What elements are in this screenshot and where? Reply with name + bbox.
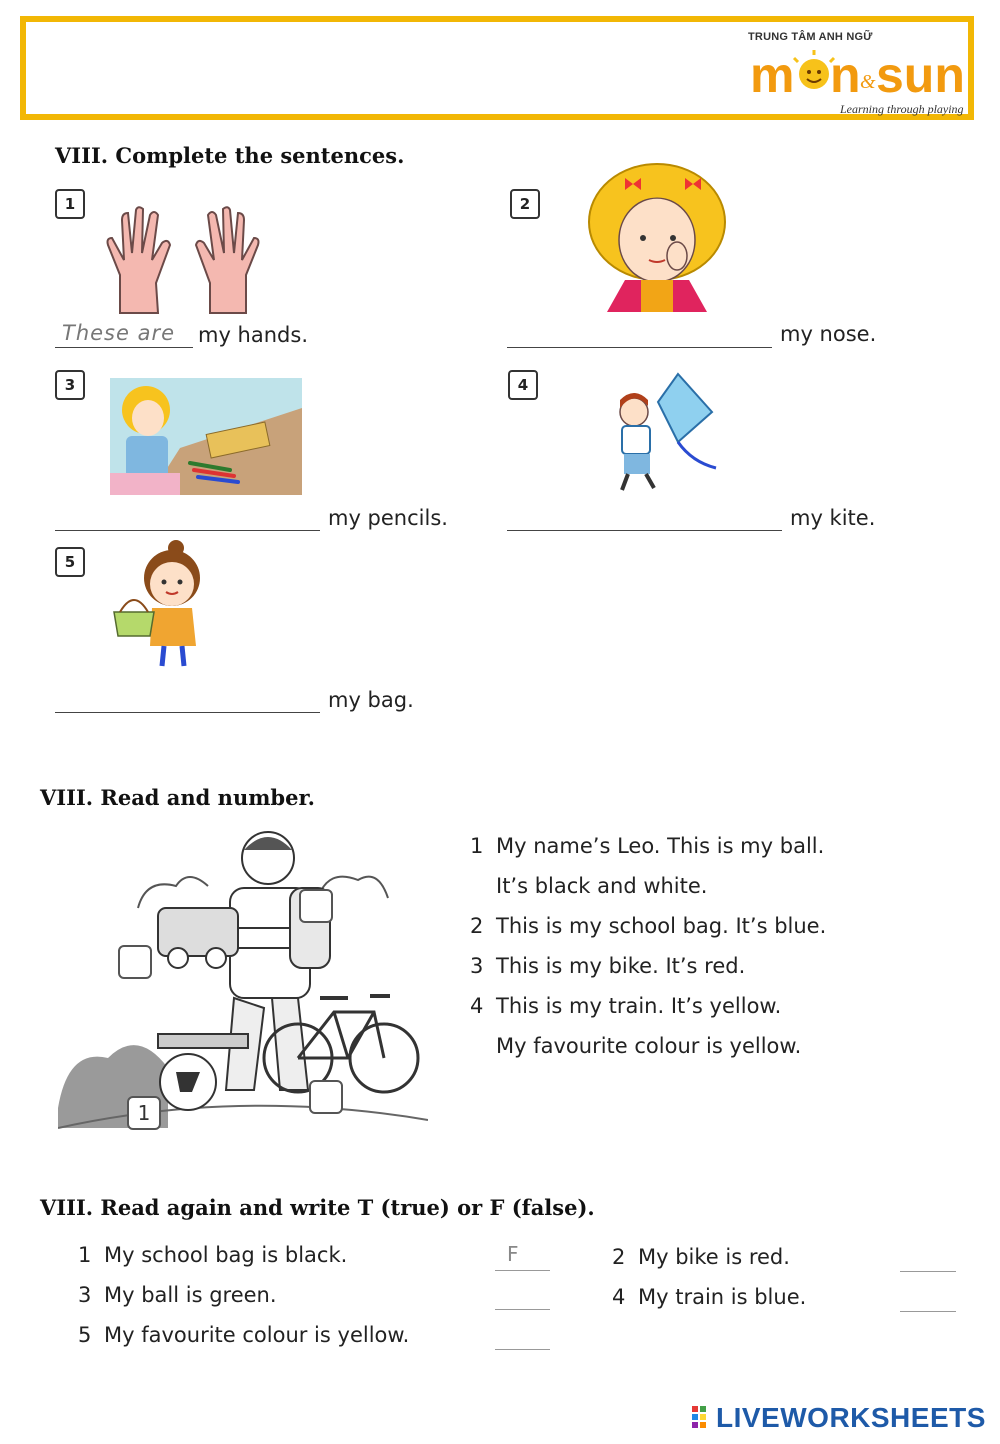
moonsun-logo-graphic xyxy=(750,44,976,102)
answer-5-line[interactable] xyxy=(55,712,320,713)
story-line-number: 1 xyxy=(470,834,484,858)
tf-number: 4 xyxy=(612,1285,626,1309)
liveworksheets-brand: LIVEWORKSHEETS xyxy=(716,1402,986,1433)
tf-line-1[interactable] xyxy=(495,1270,550,1271)
story-text xyxy=(470,826,826,1066)
section3-title: VIII. Read again and write T (true) or F (false). xyxy=(40,1195,595,1220)
story-line-number: 4 xyxy=(470,994,484,1018)
hands-picture xyxy=(100,205,270,315)
tf-line-2[interactable] xyxy=(900,1271,956,1272)
tf-statement: My train is blue. xyxy=(638,1285,807,1309)
tf-number: 2 xyxy=(612,1245,626,1269)
moonsun-logo xyxy=(750,44,976,102)
tf-line-4[interactable] xyxy=(900,1311,956,1312)
story-line-text: My favourite colour is yellow. xyxy=(496,1034,802,1058)
number-box-ball[interactable]: 1 xyxy=(127,1096,161,1130)
tf-item-1 xyxy=(78,1243,347,1267)
story-line-text: This is my train. It’s yellow. xyxy=(496,994,782,1018)
logo-top-text: TRUNG TÂM ANH NGỮ xyxy=(748,31,873,43)
tf-item-5 xyxy=(78,1323,409,1347)
liveworksheets-logo-icon xyxy=(692,1406,714,1430)
story-line-4 xyxy=(470,946,826,986)
tf-number: 1 xyxy=(78,1243,92,1267)
number-box-school-bag[interactable] xyxy=(299,889,333,923)
logo-tagline: Learning through playing xyxy=(840,102,964,116)
boy-with-kite-picture xyxy=(612,372,720,496)
tf-line-3[interactable] xyxy=(495,1309,550,1310)
answer-1-line[interactable] xyxy=(55,347,193,348)
svg-text:n: n xyxy=(830,47,861,102)
story-line-text: This is my school bag. It’s blue. xyxy=(496,914,827,938)
tf-line-5[interactable] xyxy=(495,1349,550,1350)
item-number-4: 4 xyxy=(508,370,538,400)
story-line-2 xyxy=(470,866,826,906)
tf-item-4 xyxy=(612,1285,806,1309)
section2-title: VIII. Read and number. xyxy=(40,785,315,810)
story-line-6 xyxy=(470,1026,826,1066)
item-number-3: 3 xyxy=(55,370,85,400)
story-line-number: 2 xyxy=(470,914,484,938)
girl-with-pencils-picture xyxy=(110,378,302,495)
tf-item-3 xyxy=(78,1283,277,1307)
tf-number: 3 xyxy=(78,1283,92,1307)
story-line-1 xyxy=(470,826,826,866)
tf-item-2 xyxy=(612,1245,790,1269)
sentence-4-text: my kite. xyxy=(790,506,876,530)
number-box-bike[interactable] xyxy=(309,1080,343,1114)
tf-statement: My ball is green. xyxy=(104,1283,277,1307)
sentence-1-text: my hands. xyxy=(198,323,308,347)
tf-answer-1[interactable]: F xyxy=(507,1242,519,1266)
sentence-2-text: my nose. xyxy=(780,322,877,346)
svg-text:&: & xyxy=(860,71,876,93)
tf-statement: My school bag is black. xyxy=(104,1243,348,1267)
item-number-5: 5 xyxy=(55,547,85,577)
story-line-text: It’s black and white. xyxy=(496,874,708,898)
tf-statement: My favourite colour is yellow. xyxy=(104,1323,410,1347)
tf-number: 5 xyxy=(78,1323,92,1347)
item-number-1: 1 xyxy=(55,189,85,219)
girl-touching-nose-picture xyxy=(585,160,730,312)
tf-statement: My bike is red. xyxy=(638,1245,790,1269)
answer-3-line[interactable] xyxy=(55,530,320,531)
story-line-number: 3 xyxy=(470,954,484,978)
item-number-2: 2 xyxy=(510,189,540,219)
story-line-text: My name’s Leo. This is my ball. xyxy=(496,834,825,858)
story-line-text: This is my bike. It’s red. xyxy=(496,954,746,978)
girl-with-bag-picture xyxy=(100,538,200,673)
number-box-train[interactable] xyxy=(118,945,152,979)
answer-1-text[interactable]: These are xyxy=(62,321,176,345)
sentence-3-text: my pencils. xyxy=(328,506,448,530)
story-line-5 xyxy=(470,986,826,1026)
sentence-5-text: my bag. xyxy=(328,688,414,712)
story-line-3 xyxy=(470,906,826,946)
section1-title: VIII. Complete the sentences. xyxy=(55,143,405,168)
answer-2-line[interactable] xyxy=(507,347,772,348)
svg-text:m: m xyxy=(750,47,795,102)
answer-4-line[interactable] xyxy=(507,530,782,531)
svg-text:sun: sun xyxy=(876,47,965,102)
leo-with-toys-picture xyxy=(58,828,428,1148)
